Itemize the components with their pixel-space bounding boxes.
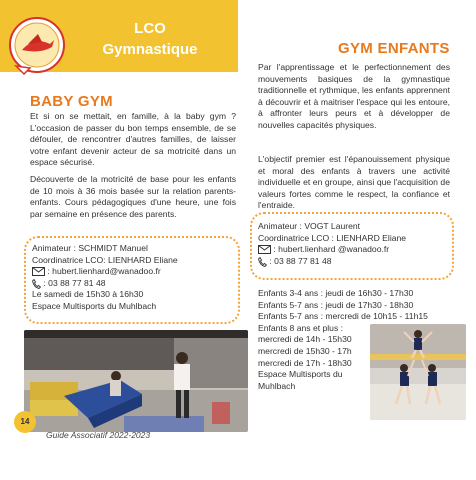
gym-phone: : 03 88 77 81 48 [267,255,332,266]
schedule-3-4: Enfants 3-4 ans : jeudi de 16h30 - 17h30 [258,288,414,298]
title-line-1: LCO [134,20,166,37]
schedule-5-7-thu: Enfants 5-7 ans : jeudi de 17h30 - 18h30 [258,299,414,310]
envelope-icon [32,267,45,276]
gym-coordinatrice: Coordinatrice LCO : LIENHARD Eliane [258,232,407,243]
phone-icon [32,279,41,289]
baby-place: Espace Multisports du Muhlbach [32,300,157,311]
page-title [90,18,210,60]
page-number: 14 [14,411,36,433]
envelope-icon [258,245,271,254]
schedule-8-slot-2: mercredi de 15h30 - 17h [258,345,352,356]
gym-animateur: Animateur : VOGT Laurent [258,221,361,231]
phone-icon [258,257,267,267]
baby-schedule: Le samedi de 15h30 à 16h30 [32,289,144,300]
baby-animateur: Animateur : SCHMIDT Manuel [32,243,148,253]
baby-coordinatrice: Coordinatrice LCO: LIENHARD Eliane [32,254,178,265]
gym-enfants-intro: Par l'apprentissage et le perfectionnement des mouvements basiques de la gymnastique traditionnelle et rythmique, les enfants apprennent à découvrir et à maitriser l'espace qui les entoure, à affronter leurs peurs et à développer de nouvelles capacités physiques. [258,62,450,130]
schedule-8-slot-1: mercredi de 14h - 15h30 [258,334,352,345]
baby-phone: : 03 88 77 81 48 [41,277,106,288]
gym-place-line-1: Espace Multisports du [258,369,343,380]
gym-enfants-objective: L'objectif premier est l'épanouissement physique et moral des enfants à travers une activité individuelle et en groupe, ainsi que l'acquisition de valeurs fortes comme le respect, la confiance et l'entraide. [258,154,450,211]
baby-email: : hubert.lienhard@wanadoo.fr [45,266,161,277]
baby-phone-row [32,278,232,290]
gym-enfants-contact [258,221,448,267]
footer-guide: Guide Associatif 2022-2023 [46,430,151,440]
gym-enfants-photo [370,324,466,420]
baby-email-row [32,266,232,278]
gym-enfants-title: GYM ENFANTS [338,40,450,57]
schedule-8-slot-3: mercredi de 17h - 18h30 [258,357,352,368]
gym-email: : hubert.lienhard @wanadoo.fr [271,244,390,255]
baby-gym-title: BABY GYM [30,93,113,110]
schedule-5-7-wed: Enfants 5-7 ans : mercredi de 10h15 - 11h15 [258,311,428,322]
baby-gym-photo [24,330,248,432]
schedule-8-plus: Enfants 8 ans et plus : [258,322,344,333]
gym-place-line-2: Muhlbach [258,380,296,391]
baby-gym-contact [32,243,232,313]
club-logo [4,14,70,80]
title-line-2: Gymnastique [102,41,198,58]
gym-email-row [258,244,448,256]
gym-phone-row [258,256,448,268]
baby-gym-description: Découverte de la motricité de base pour les enfants de 10 mois à 36 mois basée sur la relation parents-enfants. Cours pédagogiques d'une heure, une fois par semaine en présence des parents. [30,174,236,219]
baby-gym-intro: Et si on se mettait, en famille, à la baby gym ? L'occasion de passer du bon temps ensemble, de se défouler, de rencontrer d'autres familles, de laisser votre enfant devenir acteur de sa motricité dans un espace sécurisé. [30,111,236,168]
